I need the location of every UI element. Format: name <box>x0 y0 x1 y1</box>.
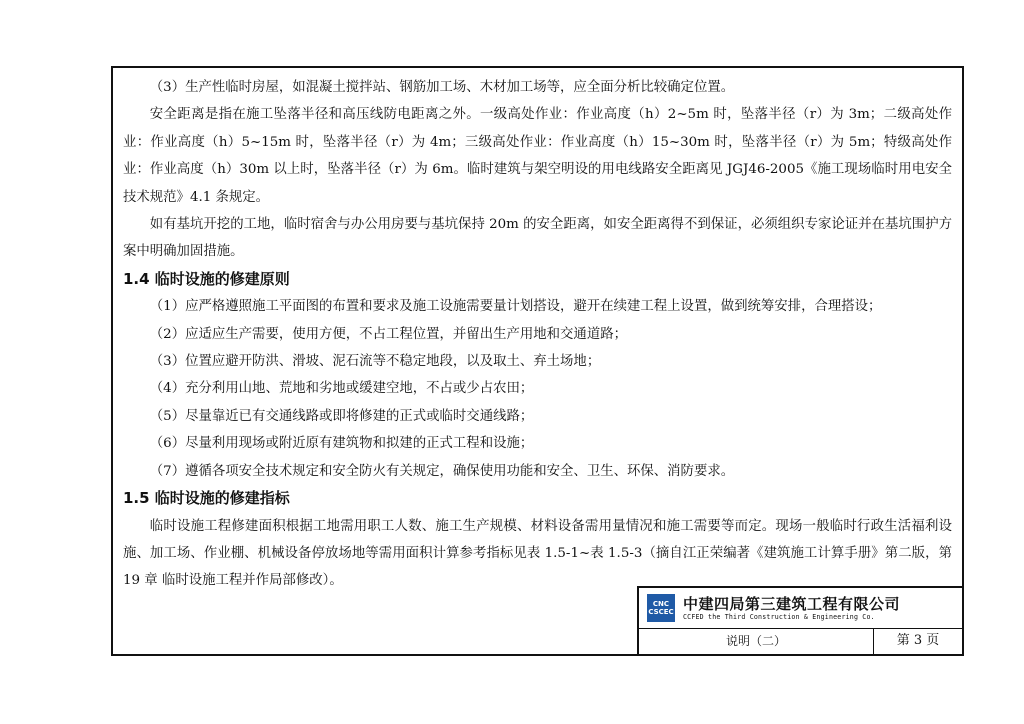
sheet-description: 说明（二） <box>639 628 874 654</box>
company-logo <box>647 594 675 622</box>
paragraph-production-housing: （3）生产性临时房屋，如混凝土搅拌站、钢筋加工场、木材加工场等，应全面分析比较确定位置。 <box>149 80 735 95</box>
company-name-cn: 中建四局第三建筑工程有限公司 <box>683 594 901 613</box>
company-name-en: CCFED the Third Construction & Engineering Co. <box>683 612 875 621</box>
paragraph-construction-index: 临时设施工程修建面积根据工地需用职工人数、施工生产规模、材料设备需用量情况和施工需要等而定。现场一般临时行政生活福利设施、加工场、作业棚、机械设备停放场地等需用面积计算参考指标见表 1.5-1~表 1.5-3（摘自江正荣编著《建筑施工计算手册》第二版，第 19 章 临时设施工程并作局部修改）。 <box>123 518 952 589</box>
document-body <box>123 74 952 595</box>
paragraph-foundation-pit: 如有基坑开挖的工地，临时宿舍与办公用房要与基坑保持 20m 的安全距离，如安全距离得不到保证，必须组织专家论证并在基坑围护方案中明确加固措施。 <box>123 217 952 260</box>
principle-item-2: （2）应适应生产需要，使用方便，不占工程位置，并留出生产用地和交通道路； <box>149 326 627 342</box>
paragraph-safety-distance: 安全距离是指在施工坠落半径和高压线防电距离之外。一级高处作业：作业高度（h）2~5m 时，坠落半径（r）为 3m；二级高处作业：作业高度（h）5~15m 时，坠落半径（r）为 4m；三级高处作业：作业高度（h）15~30m 时，坠落半径（r）为 5m；特级高处作业：作业高度（h）30m 以上时，坠落半径（r）为 6m。临时建筑与架空明设的用电线路安全距离见 JGJ46-2005《施工现场临时用电安全技术规范》4.1 条规定。 <box>123 107 952 205</box>
logo-text-bottom: CSCEC <box>648 608 674 616</box>
section-heading-1-4: 1.4 临时设施的修建原则 <box>123 269 290 288</box>
principle-item-5: （5）尽量靠近已有交通线路或即将修建的正式或临时交通线路； <box>149 408 534 424</box>
title-block-info-row <box>639 628 962 654</box>
section-heading-1-5: 1.5 临时设施的修建指标 <box>123 489 290 508</box>
principle-item-4: （4）充分利用山地、荒地和劣地或缓建空地，不占或少占农田； <box>149 381 534 397</box>
principle-item-6: （6）尽量利用现场或附近原有建筑物和拟建的正式工程和设施； <box>149 436 534 452</box>
principle-item-3: （3）位置应避开防洪、滑坡、泥石流等不稳定地段，以及取土、弃土场地； <box>149 354 601 370</box>
principle-item-1: （1）应严格遵照施工平面图的布置和要求及施工设施需要量计划搭设，避开在续建工程上设置，做到统筹安排，合理搭设； <box>149 299 882 315</box>
company-name <box>683 595 900 622</box>
title-block-company-row <box>639 588 962 629</box>
principle-item-7: （7）遵循各项安全技术规定和安全防火有关规定，确保使用功能和安全、卫生、环保、消防要求。 <box>149 463 735 479</box>
document-frame <box>111 66 964 656</box>
logo-text-top: CNC <box>652 600 670 608</box>
title-block <box>637 586 964 656</box>
page-number: 第 3 页 <box>896 633 940 648</box>
